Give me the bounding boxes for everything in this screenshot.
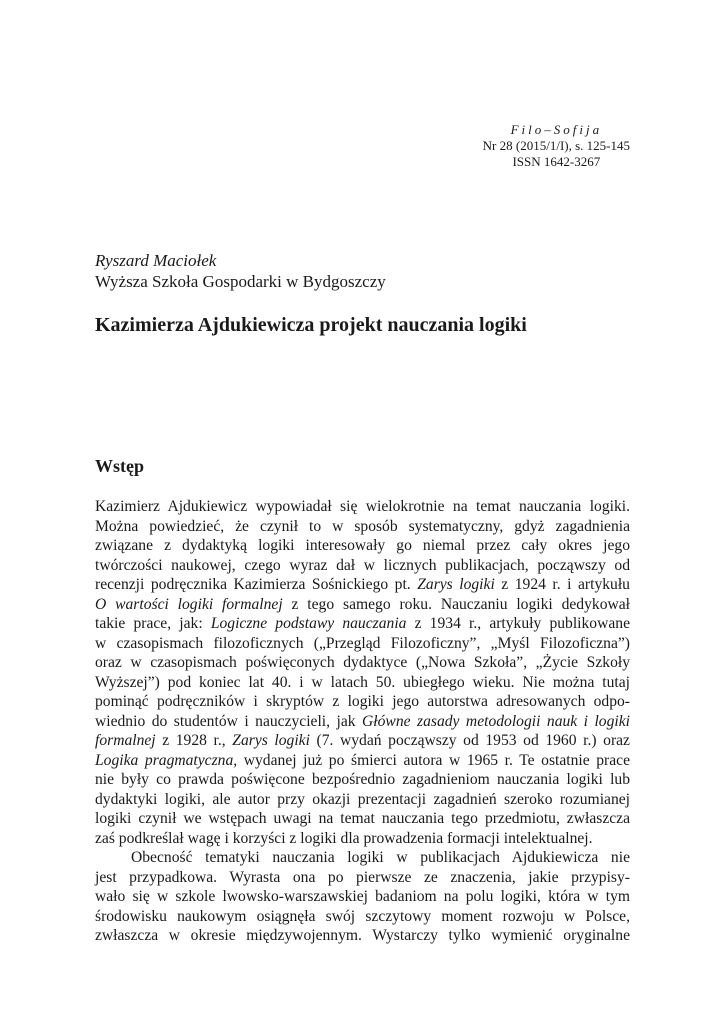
text-line: Wyższej”) pod koniec lat 40. i w latach 50. ubiegłego wieku. Nie można tutaj [95,673,630,691]
italic-title: formalnej [95,732,156,749]
text-line: Kazimierz Ajdukiewicz wypowiadał się wielokrotnie na temat nauczania logiki. [95,498,630,515]
text-line: zaś podkreślał wagę i korzyści z logiki dla prowadzenia formacji intelektualnej. [95,829,593,847]
text-line: Obecność tematyki nauczania logiki w publikacjach Ajdukiewicza nie [131,849,630,866]
text-line: logiki czynił we wstępach uwagi na temat nauczania tego przedmiotu, zwłaszcza [95,810,630,827]
text-line: dydaktyki logiki, ale autor przy okazji prezentacji zagadnień szeroko rozumianej [95,790,630,808]
italic-title: Logiczne podstawy nauczania [210,615,407,632]
text-line [95,731,630,751]
journal-issue: Nr 28 (2015/1/I), s. 125-145 [482,138,630,153]
text-run: z tego samego roku. Nauczaniu logiki dedykował [282,595,631,613]
text-line: związane z dydaktyką logiki interesowały go niemal przez cały okres jego [95,537,630,554]
text-run: z 1924 r. i artykułu [494,576,630,593]
italic-title: O wartości logiki formalnej [95,595,283,613]
article-title: Kazimierza Ajdukiewicza projekt nauczania logiki [95,314,527,336]
text-line [95,595,630,615]
italic-title: Logika pragmatyczna [95,751,234,769]
text-line: pominąć podręczników i skryptów z logiki jego autorstwa adresowanych odpo- [95,693,630,710]
author-name: Ryszard Maciołek [95,251,217,270]
text-line [95,712,630,732]
italic-title: Zarys logiki [417,576,495,593]
journal-header [483,122,630,170]
text-run: (7. wydań począwszy od 1953 od 1960 r.) oraz [309,732,630,749]
text-line: Można powiedzieć, że czynił to w sposób systematyczny, gdyż zagadnienia [95,517,630,535]
text-run: z 1934 r., artykuły publikowane [406,615,630,632]
text-line: oraz w czasopismach poświęconych dydaktyce („Nowa Szkoła”, „Życie Szkoły [95,654,630,671]
text-run: z 1928 r., [155,732,233,749]
author-affiliation: Wyższa Szkoła Gospodarki w Bydgoszczy [95,272,386,291]
section-heading: Wstęp [95,456,144,476]
text-line: nie były co prawda poświęcone bezpośrednio zagadnieniom nauczania logiki lub [95,771,630,788]
author-block [95,250,386,292]
text-run: takie prace, jak: [95,615,211,632]
text-line [95,575,630,595]
text-line [95,614,630,634]
text-run: , wydanej już po śmierci autora w 1965 r. Te ostatnie prace [233,751,630,769]
text-run: recenzji podręcznika Kazimierza Sośnickiego pt. [95,576,418,593]
text-line [95,751,630,771]
text-line: wało się w szkole lwowsko-warszawskiej badaniom na polu logiki, która w tym [95,888,630,905]
text-line: jest przypadkowa. Wyrasta ona po pierwsze ze znaczenia, jakie przypisy- [95,868,630,886]
article-body [95,497,630,946]
journal-name: Filo–Sofija [510,122,603,137]
text-run: wiednio do studentów i nauczycieli, jak [95,712,363,730]
text-line: zwłaszcza w okresie międzywojennym. Wystarczy tylko wymienić oryginalne [95,927,630,944]
italic-title: Zarys logiki [232,732,310,749]
journal-issn: ISSN 1642-3267 [512,154,601,169]
text-line: twórczości naukowej, czego wyraz dał w licznych publikacjach, począwszy od [95,556,630,574]
italic-title: Główne zasady metodologii nauk i logiki [362,712,630,730]
text-line: środowisku naukowym osiągnęła swój szczytowy moment rozwoju w Polsce, [95,907,630,925]
text-line: w czasopismach filozoficznych („Przegląd Filozoficzny”, „Myśl Filozoficzna”) [95,634,630,652]
